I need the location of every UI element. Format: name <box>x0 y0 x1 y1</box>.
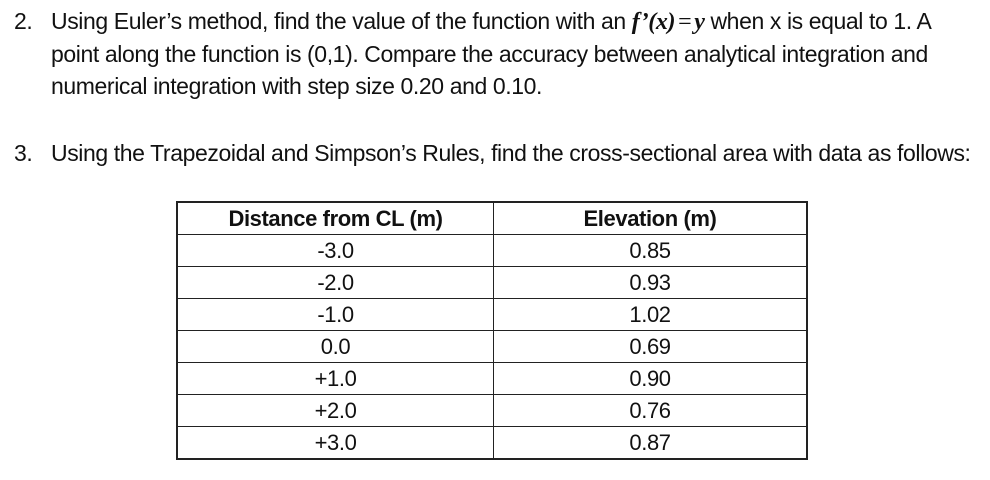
problem-3-number: 3. <box>14 140 33 166</box>
table-row <box>177 235 807 267</box>
column-header-elevation: Elevation (m) <box>494 202 808 235</box>
elevation-cell: 0.93 <box>494 267 808 299</box>
column-header-distance: Distance from CL (m) <box>177 202 494 235</box>
problem-2-number: 2. <box>14 8 33 34</box>
problem-2-text-part-a: Using Euler’s method, find the value of the function with an <box>51 8 632 34</box>
elevation-cell: 0.69 <box>494 331 808 363</box>
problem-2-text <box>51 5 974 102</box>
table-row <box>177 395 807 427</box>
table-row <box>177 363 807 395</box>
problem-3-text: Using the Trapezoidal and Simpson’s Rules, find the cross-sectional area with data as follows: <box>51 140 971 166</box>
problem-3 <box>14 137 974 169</box>
table-row <box>177 299 807 331</box>
distance-cell: -3.0 <box>177 235 494 267</box>
distance-cell: +2.0 <box>177 395 494 427</box>
table-row <box>177 331 807 363</box>
elevation-cell: 1.02 <box>494 299 808 331</box>
distance-cell: +1.0 <box>177 363 494 395</box>
equation-lhs: f’(x) <box>631 9 676 35</box>
problem-2 <box>14 5 974 102</box>
distance-cell: +3.0 <box>177 427 494 460</box>
data-table <box>176 201 808 460</box>
equation-rhs: y <box>694 9 705 35</box>
distance-cell: -1.0 <box>177 299 494 331</box>
elevation-cell: 0.90 <box>494 363 808 395</box>
table-header-row <box>177 202 807 235</box>
distance-cell: 0.0 <box>177 331 494 363</box>
table-row <box>177 427 807 460</box>
problem-2-equation <box>632 9 705 35</box>
table-row <box>177 267 807 299</box>
elevation-cell: 0.87 <box>494 427 808 460</box>
equation-equals: = <box>678 9 692 35</box>
elevation-cell: 0.76 <box>494 395 808 427</box>
distance-cell: -2.0 <box>177 267 494 299</box>
problem-2-text-part-b: when x is equal to 1. A point along the function is (0,1). Compare the accuracy between analytical integration and numerical integration with step size 0.20 and 0.10. <box>51 8 931 99</box>
elevation-cell: 0.85 <box>494 235 808 267</box>
